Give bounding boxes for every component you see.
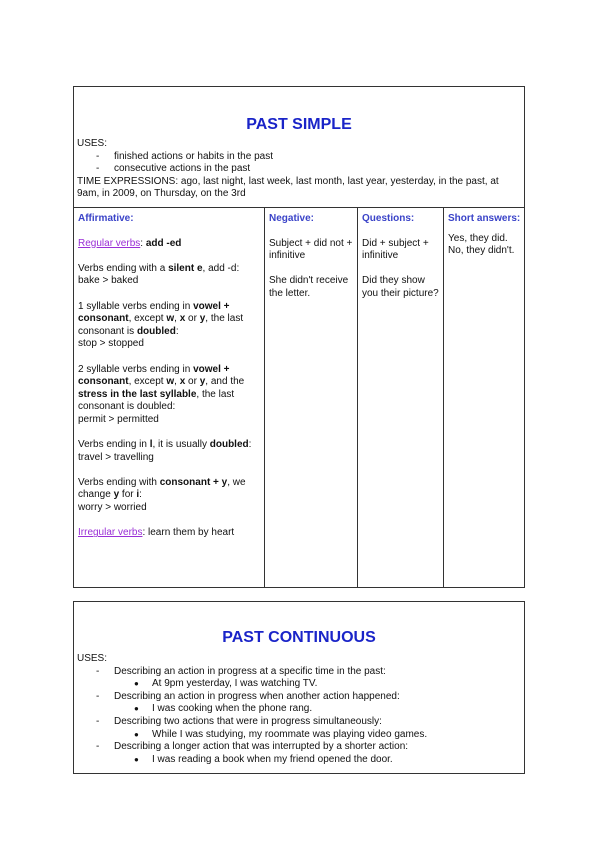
past-simple-title: PAST SIMPLE	[246, 116, 352, 133]
ending-l-rule: Verbs ending in l, it is usually doubled: travel > travelling	[78, 439, 252, 463]
regular-verbs-link[interactable]: Regular verbs	[78, 237, 141, 249]
list-item: - Describing two actions that were in progress simultaneously: ● While I was studying, my roommate was playing video games.	[77, 716, 520, 741]
negative-rule: Subject + did not + infinitive	[269, 237, 353, 262]
questions-example: Did they show you their picture?	[362, 275, 439, 299]
uses-label: USES:	[77, 653, 108, 664]
negative-column	[264, 208, 357, 587]
silent-e-rule: Verbs ending with a silent e, add -d: bake > baked	[78, 262, 240, 287]
list-item: - finished actions or habits in the past	[77, 151, 520, 164]
time-expressions: TIME EXPRESSIONS: ago, last night, last week, last month, last year, yesterday, in the past, at 9am, in 2009, on Thursday, on the 3rd	[77, 175, 499, 200]
list-item: - Describing an action in progress when another action happened: ● I was cooking when the phone rang.	[77, 691, 520, 716]
past-simple-section	[73, 86, 525, 588]
list-item: - Describing a longer action that was interrupted by a shorter action: ● I was reading a book when my friend opened the door.	[77, 741, 520, 766]
regular-verbs-rule: Regular verbs: add -ed	[78, 237, 182, 249]
questions-heading: Questions:	[362, 213, 415, 224]
negative-heading: Negative:	[269, 213, 315, 224]
uses-list	[77, 666, 520, 767]
consonant-y-rule: Verbs ending with consonant + y, we change y for i: worry > worried	[78, 476, 246, 514]
example-item: ● While I was studying, my roommate was playing video games.	[77, 729, 520, 742]
short-answers-column	[443, 208, 524, 587]
two-syllable-rule: 2 syllable verbs ending in vowel + consonant, except w, x or y, and the stress in the last syllable, the last consonant is doubled: permit > permitted	[78, 363, 245, 425]
example-item: ● At 9pm yesterday, I was watching TV.	[77, 678, 520, 691]
list-item: - consecutive actions in the past	[77, 163, 520, 176]
short-answers-heading: Short answers:	[448, 213, 521, 224]
irregular-verbs-link[interactable]: Irregular verbs	[78, 527, 143, 539]
example-item: ● I was cooking when the phone rang.	[77, 703, 520, 716]
forms-table	[74, 207, 524, 587]
affirmative-column	[74, 208, 264, 587]
list-item: - Describing an action in progress at a specific time in the past: ● At 9pm yesterday, I was watching TV.	[77, 666, 520, 691]
example-item: ● I was reading a book when my friend opened the door.	[77, 754, 520, 767]
past-simple-uses	[74, 138, 524, 201]
negative-example: She didn't receive the letter.	[269, 275, 349, 299]
short-answers-example: Yes, they did. No, they didn't.	[448, 232, 515, 257]
one-syllable-rule: 1 syllable verbs ending in vowel + consonant, except w, x or y, the last consonant is doubled: stop > stopped	[78, 300, 244, 350]
past-continuous-title: PAST CONTINUOUS	[222, 629, 376, 646]
irregular-verbs-rule: Irregular verbs: learn them by heart	[78, 527, 235, 539]
affirmative-heading: Affirmative:	[78, 213, 134, 224]
uses-label: USES:	[77, 138, 108, 149]
questions-column	[357, 208, 443, 587]
past-continuous-section	[73, 601, 525, 774]
past-continuous-uses	[74, 653, 524, 766]
questions-rule: Did + subject + infinitive	[362, 237, 429, 262]
uses-list	[77, 151, 520, 176]
